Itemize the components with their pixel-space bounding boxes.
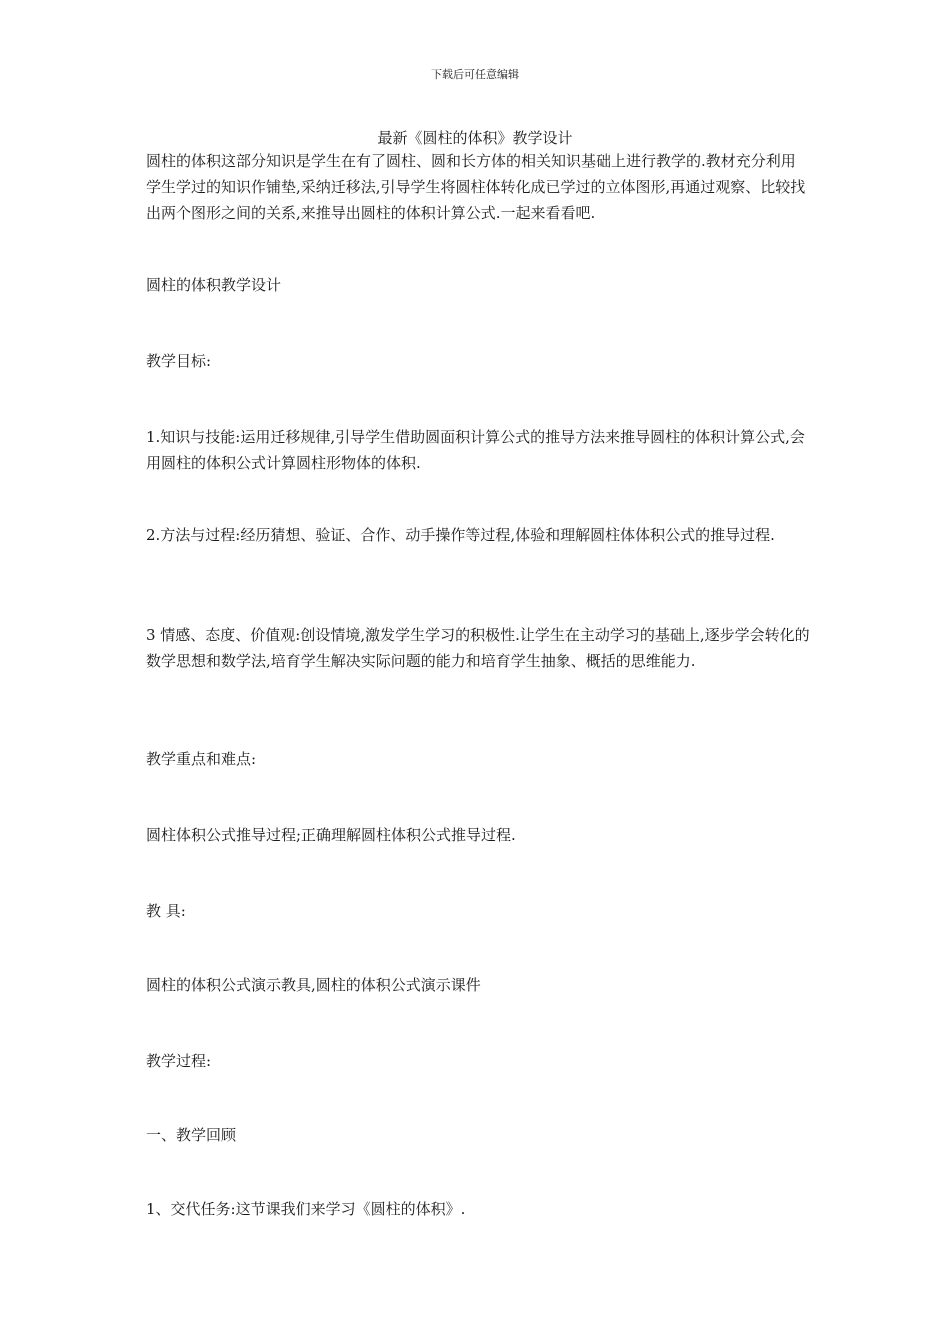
section-title: 圆柱的体积教学设计 <box>146 276 282 294</box>
tools-heading: 教 具: <box>146 902 186 920</box>
step1-item: 1、交代任务:这节课我们来学习《圆柱的体积》. <box>146 1200 466 1218</box>
goal-method: 2.方法与过程:经历猜想、验证、合作、动手操作等过程,体验和理解圆柱体体积公式的推导过程. <box>146 526 775 544</box>
goal-knowledge: 1.知识与技能:运用迁移规律,引导学生借助圆面积计算公式的推导方法来推导圆柱的体积计算公式,会用圆柱的体积公式计算圆柱形物体的体积. <box>146 428 805 472</box>
intro-paragraph: 圆柱的体积这部分知识是学生在有了圆柱、圆和长方体的相关知识基础上进行教学的.教材充分利用学生学过的知识作铺垫,采纳迁移法,引导学生将圆柱体转化成已学过的立体图形,再通过观察、比较找出两个图形之间的关系,来推导出圆柱的体积计算公式.一起来看看吧. <box>146 152 806 222</box>
keypoints-heading: 教学重点和难点: <box>146 750 257 768</box>
process-heading: 教学过程: <box>146 1052 212 1070</box>
goal-emotion: 3 情感、态度、价值观:创设情境,激发学生学习的积极性.让学生在主动学习的基础上,逐步学会转化的数学思想和数学法,培育学生解决实际问题的能力和培育学生抽象、概括的思维能力. <box>146 626 810 670</box>
tools-text: 圆柱的体积公式演示教具,圆柱的体积公式演示课件 <box>146 976 481 994</box>
document-title: 最新《圆柱的体积》教学设计 <box>377 129 573 147</box>
page-header: 下载后可任意编辑 <box>431 68 519 81</box>
goals-heading: 教学目标: <box>146 352 212 370</box>
keypoints-text: 圆柱体积公式推导过程;正确理解圆柱体积公式推导过程. <box>146 826 516 844</box>
step1-heading: 一、教学回顾 <box>146 1126 237 1144</box>
